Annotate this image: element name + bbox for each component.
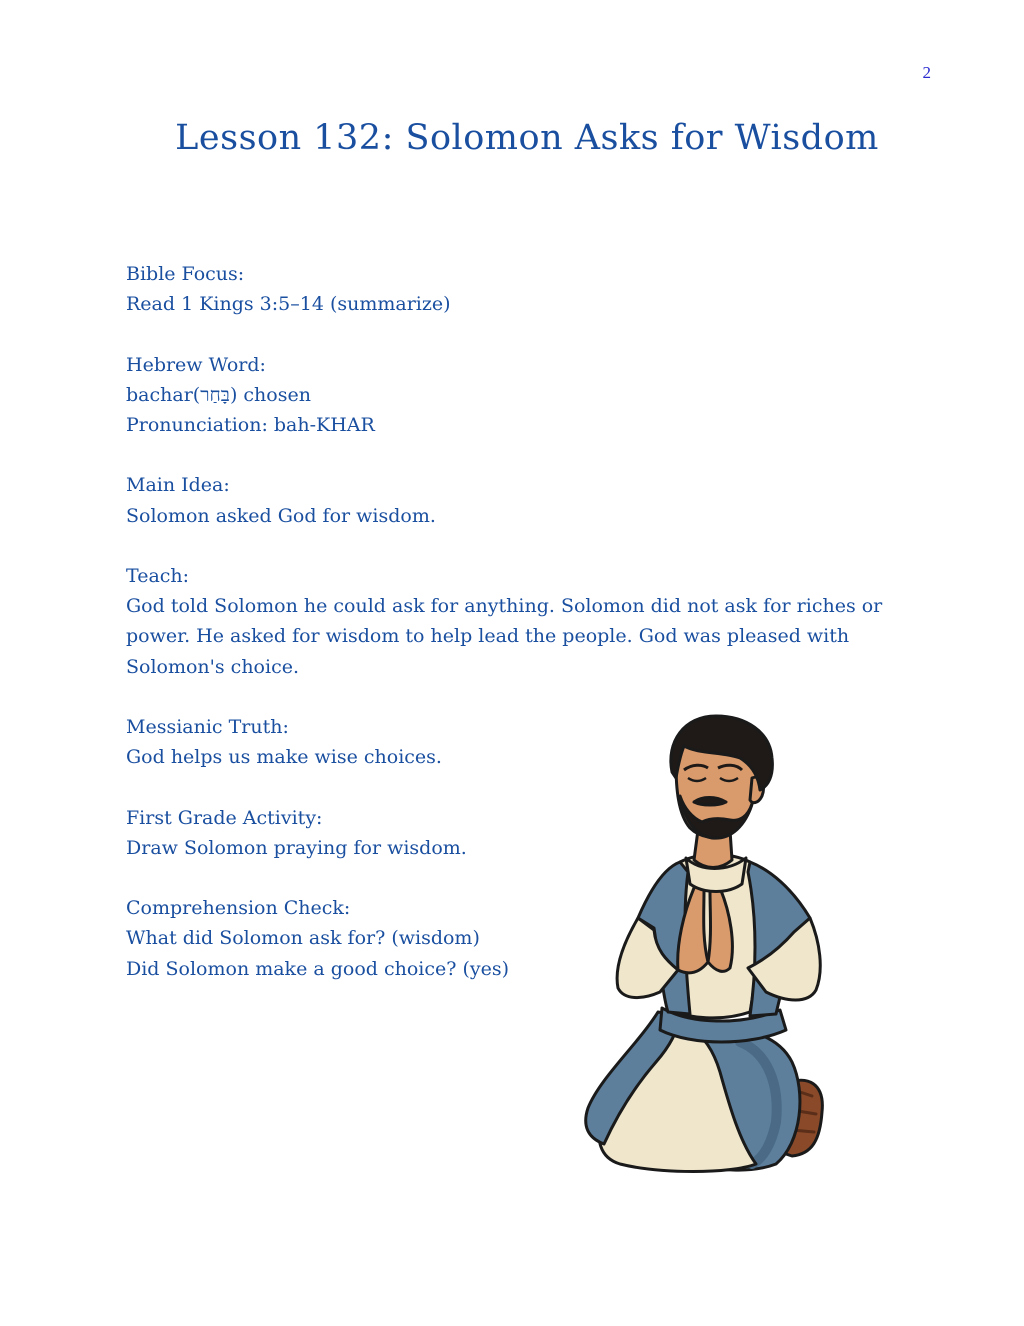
messianic-truth-heading: Messianic Truth: xyxy=(126,715,289,738)
teach-section xyxy=(126,561,886,682)
hebrew-word-section xyxy=(126,350,886,441)
lesson-title: Lesson 132: Solomon Asks for Wisdom xyxy=(175,118,879,158)
pronunciation-text: Pronunciation: bah-KHAR xyxy=(126,414,375,436)
comprehension-heading: Comprehension Check: xyxy=(126,897,351,920)
praying-solomon-illustration xyxy=(580,712,830,1178)
comprehension-question-2: Did Solomon make a good choice? (yes) xyxy=(126,957,510,980)
teach-heading: Teach: xyxy=(126,564,190,587)
bible-focus-text: Read 1 Kings 3:5–14 (summarize) xyxy=(126,293,451,316)
main-idea-section xyxy=(126,470,886,530)
hebrew-word-text: bachar(בָּחַר) chosen xyxy=(126,383,311,406)
teach-text: God told Solomon he could ask for anything. Solomon did not ask for riches or power. He asked for wisdom to help lead the people. God was pleased with Solomon's choice. xyxy=(126,595,883,678)
page-number: 2 xyxy=(922,63,931,82)
activity-text: Draw Solomon praying for wisdom. xyxy=(126,836,467,859)
main-idea-text: Solomon asked God for wisdom. xyxy=(126,504,436,527)
activity-heading: First Grade Activity: xyxy=(126,806,323,829)
comprehension-question-1: What did Solomon ask for? (wisdom) xyxy=(126,927,480,950)
hebrew-word-heading: Hebrew Word: xyxy=(126,353,266,376)
bible-focus-heading: Bible Focus: xyxy=(126,263,245,285)
main-idea-heading: Main Idea: xyxy=(126,474,230,497)
bible-focus-section xyxy=(126,259,886,319)
messianic-truth-text: God helps us make wise choices. xyxy=(126,746,442,769)
